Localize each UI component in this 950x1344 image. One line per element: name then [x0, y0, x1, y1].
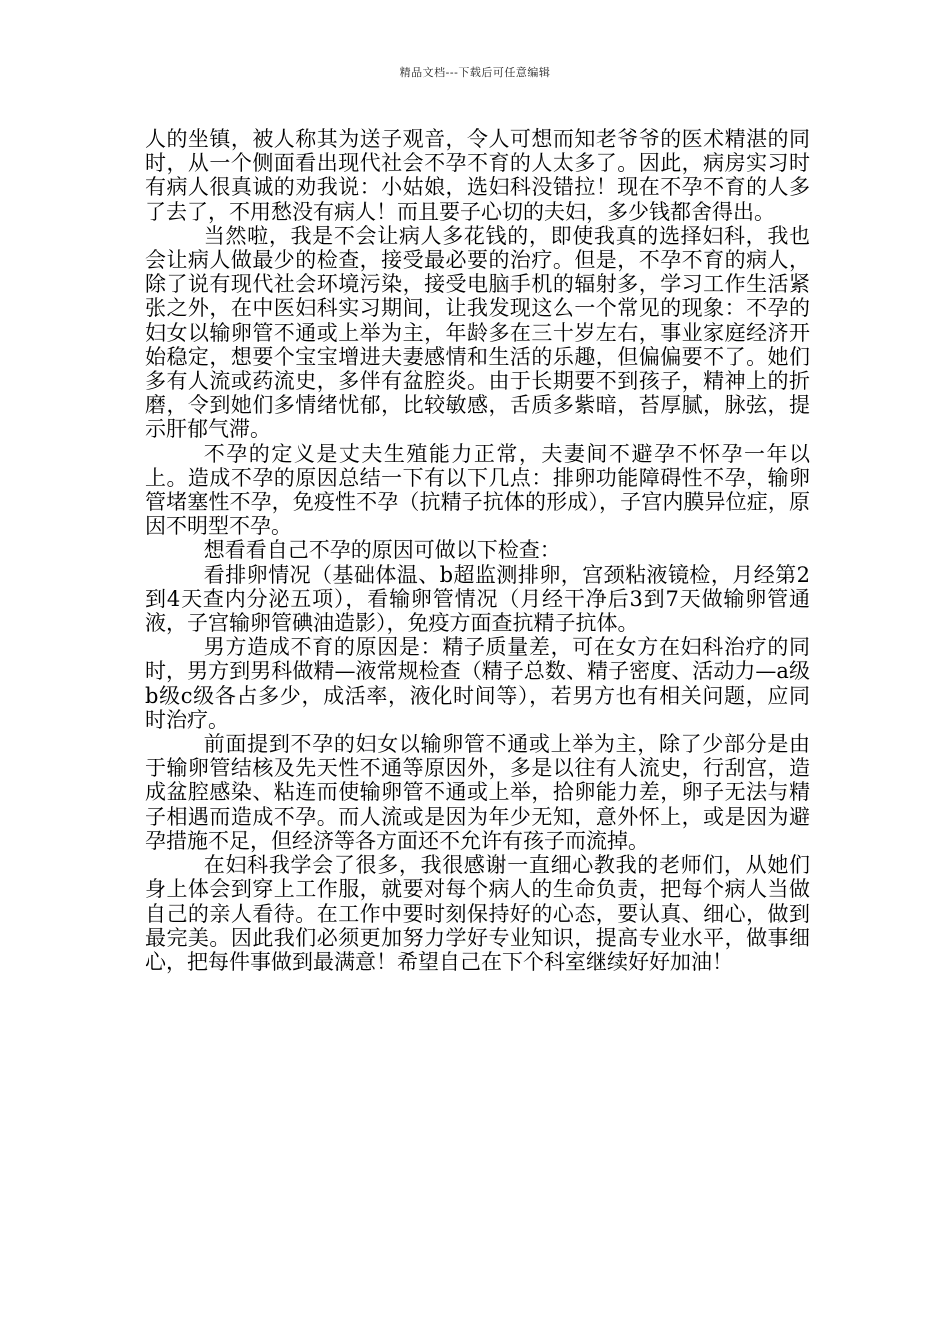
page-header: 精品文档---下载后可任意编辑	[399, 66, 551, 79]
paragraph: 男方造成不育的原因是：精子质量差，可在女方在妇科治疗的同时，男方到男科做精—液常规检查（精子总数、精子密度、活动力—a级b级c级各占多少，成活率，液化时间等），若男方也有相关问题，应同时治疗。	[145, 635, 810, 732]
paragraph: 看排卵情况（基础体温、b超监测排卵，宫颈粘液镜检，月经第2到4天查内分泌五项），看输卵管情况（月经干净后3到7天做输卵管通液，子宫输卵管碘油造影），免疫方面查抗精子抗体。	[145, 562, 810, 636]
paragraph: 前面提到不孕的妇女以输卵管不通或上举为主，除了少部分是由于输卵管结核及先天性不通等原因外，多是以往有人流史，行刮宫，造成盆腔感染、粘连而使输卵管不通或上举，拾卵能力差，卵子无法与精子相遇而造成不孕。而人流或是因为年少无知，意外怀上，或是因为避孕措施不足，但经济等各方面还不允许有孩子而流掉。	[145, 732, 810, 853]
paragraph: 不孕的定义是丈夫生殖能力正常，夫妻间不避孕不怀孕一年以上。造成不孕的原因总结一下有以下几点：排卵功能障碍性不孕，输卵管堵塞性不孕，免疫性不孕（抗精子抗体的形成），子宫内膜异位症，原因不明型不孕。	[145, 441, 810, 539]
paragraph: 想看看自己不孕的原因可做以下检查：	[203, 538, 561, 563]
paragraph: 在妇科我学会了很多，我很感谢一直细心教我的老师们，从她们身上体会到穿上工作服，就要对每个病人的生命负责，把每个病人当做自己的亲人看待。在工作中要时刻保持好的心态，要认真、细心，做到最完美。因此我们必须更加努力学好专业知识，提高专业水平，做事细心，把每件事做到最满意！希望自己在下个科室继续好好加油！	[145, 853, 810, 974]
paragraph: 人的坐镇，被人称其为送子观音，令人可想而知老爷爷的医术精湛的同时，从一个侧面看出现代社会不孕不育的人太多了。因此，病房实习时有病人很真诚的劝我说：小姑娘，选妇科没错拉！现在不孕不育的人多了去了，不用愁没有病人！而且要子心切的夫妇，多少钱都舍得出。	[145, 127, 810, 224]
paragraph: 当然啦，我是不会让病人多花钱的，即使我真的选择妇科，我也会让病人做最少的检查，接受最必要的治疗。但是，不孕不育的病人，除了说有现代社会环境污染，接受电脑手机的辐射多，学习工作生活紧张之外，在中医妇科实习期间，让我发现这么一个常见的现象：不孕的妇女以输卵管不通或上举为主，年龄多在三十岁左右，事业家庭经济开始稳定，想要个宝宝增进夫妻感情和生活的乐趣，但偏偏要不了。她们多有人流或药流史，多伴有盆腔炎。由于长期要不到孩子，精神上的折磨，令到她们多情绪忧郁，比较敏感，舌质多紫暗，苔厚腻，脉弦，提示肝郁气滞。	[145, 223, 810, 442]
document-body	[145, 127, 810, 974]
